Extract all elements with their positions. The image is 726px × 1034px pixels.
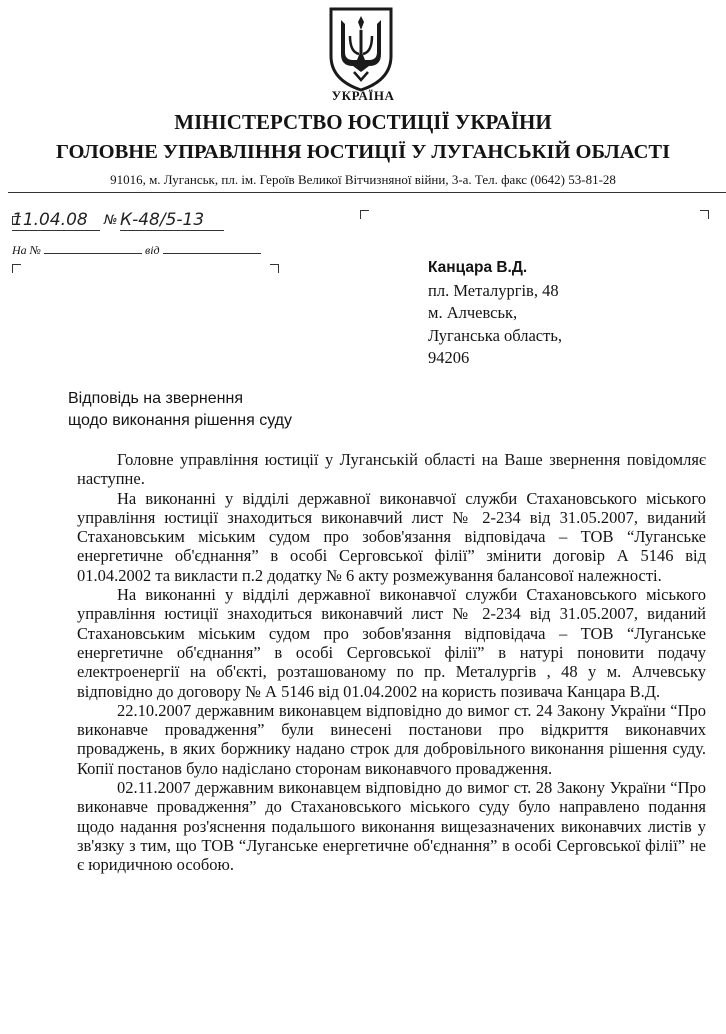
letterhead-address: 91016, м. Луганськ, пл. ім. Героїв Великої Вітчизняної війни, 3-а. Тел. факс (0642) 53-81-28 bbox=[110, 172, 616, 187]
addressee-postcode: 94206 bbox=[428, 348, 470, 367]
ministry-name: МІНІСТЕРСТВО ЮСТИЦІЇ УКРАЇНИ bbox=[174, 110, 552, 134]
corner-mark bbox=[12, 264, 21, 273]
outgoing-date: 11.04.08 bbox=[12, 210, 88, 230]
addressee-region: Луганська область, bbox=[428, 325, 562, 345]
letter-subject bbox=[68, 388, 292, 432]
reference-line bbox=[12, 243, 261, 258]
department-name: ГОЛОВНЕ УПРАВЛІННЯ ЮСТИЦІЇ У ЛУГАНСЬКІЙ ОБЛАСТІ bbox=[55, 141, 671, 163]
reference-from-label: від bbox=[144, 243, 160, 257]
outgoing-number-underline bbox=[120, 230, 224, 231]
body-paragraph: На виконанні у відділі державної виконавчої служби Стахановського міського управління юстиції знаходиться виконавчий лист № 2-234 від 31.05.2007, виданий Стахановським міським судом про зобов'язання відповідача – ТОВ “Луганське енергетичне об'єднання” в особі Серговської філії” в натурі поновити подачу електроенергії на об'єкті, розташованому по пр. Металургів , 48 у м. Алчевську відповідно до договору № А 5146 від 01.04.2002 на користь позивача Канцара В.Д. bbox=[77, 585, 706, 701]
corner-mark bbox=[12, 216, 21, 225]
trident-emblem-icon bbox=[328, 6, 394, 92]
addressee-street: пл. Металургів, 48 bbox=[428, 280, 559, 300]
letterhead-divider bbox=[8, 192, 726, 193]
outgoing-number-sign: № bbox=[104, 213, 118, 228]
outgoing-number: К-48/5-13 bbox=[120, 210, 205, 230]
corner-mark bbox=[360, 210, 369, 219]
body-paragraph: 02.11.2007 державним виконавцем відповідно до вимог ст. 28 Закону України “Про виконавче провадження” до Стахановського міського суду було направлено подання щодо надання роз'яснення подальшого виконання вищезазначених виконавчих листів у зв'язку з тим, що ТОВ “Луганське енергетичне об'єднання” в особі Серговської філії” не є юридичною особою. bbox=[77, 778, 706, 875]
body-paragraph: На виконанні у відділі державної виконавчої служби Стахановського міського управління юстиції знаходиться виконавчий лист № 2-234 від 31.05.2007, виданий Стахановським міським судом про зобов'язання відповідача – ТОВ “Луганське енергетичне об'єднання” в особі Серговської філії” змінити договір А 5146 від 01.04.2002 та викласти п.2 додатку № 6 акту розмежування балансової належності. bbox=[77, 488, 706, 585]
body-paragraph: Головне управління юстиції у Луганській області на Ваше звернення повідомляє наступне. bbox=[77, 450, 706, 489]
outgoing-date-underline bbox=[12, 230, 100, 231]
country-name: УКРАЇНА bbox=[331, 88, 395, 103]
addressee-city: м. Алчевськ, bbox=[428, 303, 518, 322]
subject-line: щодо виконання рішення суду bbox=[68, 412, 293, 429]
letter-body bbox=[77, 450, 706, 875]
reference-number-blank bbox=[44, 243, 142, 254]
body-paragraph: 22.10.2007 державним виконавцем відповідно до вимог ст. 24 Закону України “Про виконавче провадження” були винесені постанови про відкриття виконавчих проваджень, в яких боржнику надано строк для добровільного виконання рішення суду. Копії постанов було надіслано сторонам виконавчого провадження. bbox=[77, 700, 706, 778]
addressee-name: Канцара В.Д. bbox=[428, 259, 528, 276]
subject-line: Відповідь на звернення bbox=[68, 390, 243, 407]
corner-mark bbox=[700, 210, 709, 219]
corner-mark bbox=[270, 264, 279, 273]
addressee-block bbox=[428, 257, 562, 370]
reference-number-label: На № bbox=[12, 243, 41, 257]
reference-date-blank bbox=[163, 243, 261, 254]
